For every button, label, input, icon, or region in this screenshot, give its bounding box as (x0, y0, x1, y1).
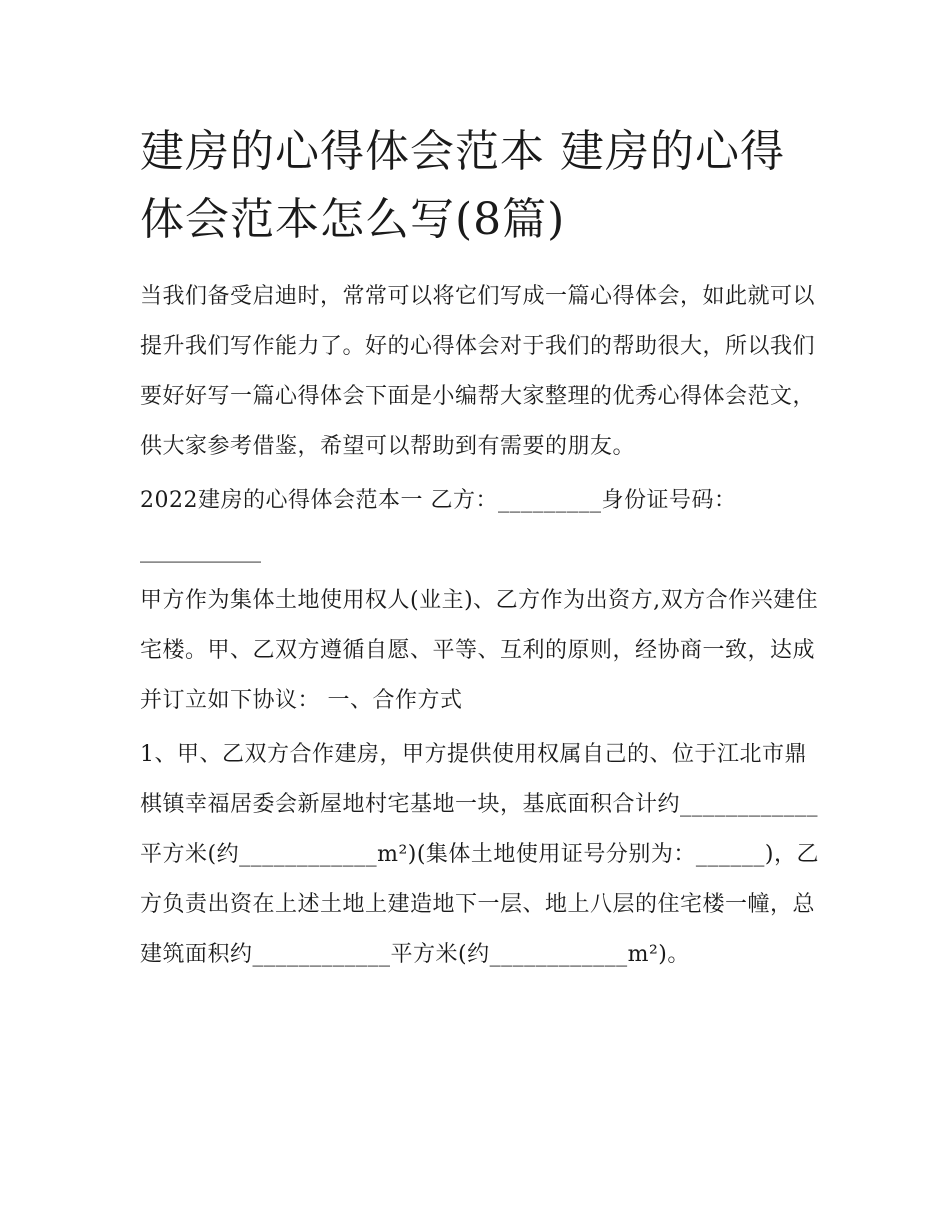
cooperation-clause-1: 1、甲、乙双方合作建房，甲方提供使用权属自己的、位于江北市鼎棋镇幸福居委会新屋地村宅基地一块，基底面积合计约____________平方米(约____________m²)(集体土地使用证号分别为：______)，乙方负责出资在上述土地上建造地下一层、地上八层的住宅楼一幢，总建筑面积约____________平方米(约____________m²)。 (140, 742, 820, 967)
document-title: 建房的心得体会范本 建房的心得体会范本怎么写(8篇) (140, 126, 785, 245)
section-heading: 2022建房的心得体会范本一 乙方：_________身份证号码： (140, 488, 737, 513)
intro-paragraph: 当我们备受启迪时，常常可以将它们写成一篇心得体会，如此就可以提升我们写作能力了。好的心得体会对于我们的帮助很大，所以我们要好好写一篇心得体会下面是小编帮大家整理的优秀心得体会范文，供大家参考借鉴，希望可以帮助到有需要的朋友。 (140, 284, 816, 459)
agreement-paragraph: 甲方作为集体土地使用权人(业主)、乙方作为出资方,双方合作兴建住宅楼。甲、乙双方遵循自愿、平等、互利的原则，经协商一致，达成并订立如下协议： 一、合作方式 (140, 588, 819, 713)
document-page (140, 118, 820, 980)
id-number-blank: ___________ (140, 538, 261, 563)
title-block (140, 118, 820, 254)
